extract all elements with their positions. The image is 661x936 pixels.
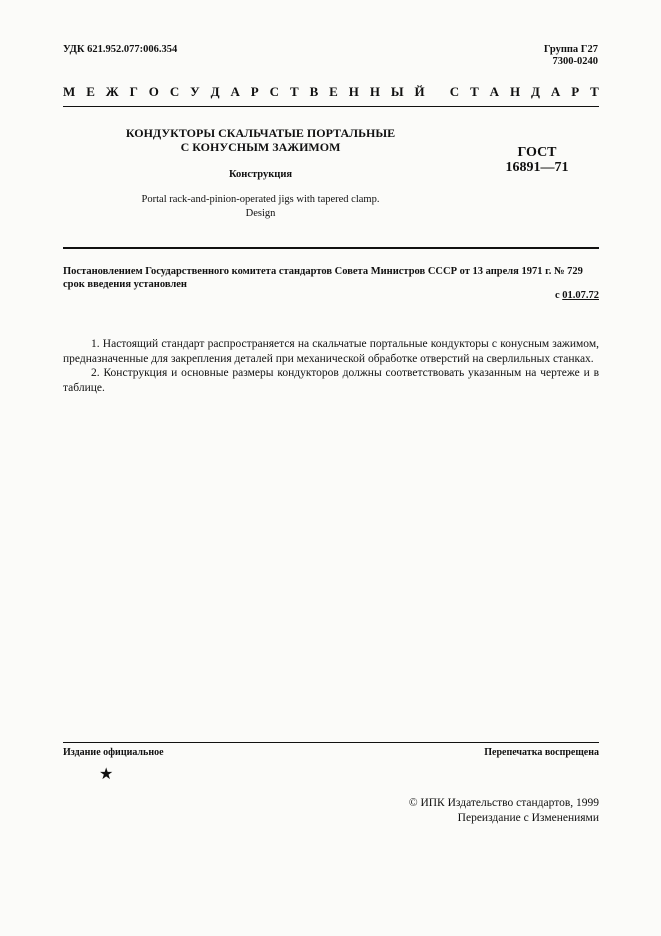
standard-type-banner	[63, 84, 599, 100]
banner-letter: А	[230, 84, 240, 99]
reprint-prohibited-label: Перепечатка воспрещена	[484, 747, 599, 758]
banner-letter: У	[190, 84, 200, 99]
effective-date	[555, 290, 599, 301]
body-text	[63, 337, 599, 395]
udk-code: УДК 621.952.077:006.354	[63, 44, 178, 55]
banner-letter: А	[489, 84, 500, 99]
banner-letter: Т	[470, 84, 479, 99]
banner-letter: С	[269, 84, 280, 99]
date-value: 01.07.72	[562, 290, 599, 301]
document-subtitle: Конструкция	[228, 169, 293, 180]
banner-letter: Н	[509, 84, 521, 99]
star-icon: ★	[99, 766, 114, 783]
banner-letter: Е	[329, 84, 338, 99]
decree-text: Постановлением Государственного комитета стандартов Совета Министров СССР от 13 апреля 1971 г. № 729 срок введения установлен	[63, 266, 583, 290]
banner-letter: Г	[129, 84, 138, 99]
date-prefix: с	[554, 290, 563, 301]
gost-designation	[492, 145, 582, 175]
banner-letter: А	[550, 84, 561, 99]
banner-letter: Н	[348, 84, 359, 99]
title-line-2: С КОНУСНЫМ ЗАЖИМОМ	[180, 140, 341, 154]
banner-letter: Ж	[105, 84, 119, 99]
group-line: Группа Г27	[543, 44, 598, 55]
gost-label: ГОСТ	[517, 145, 557, 160]
english-title-line-1: Portal rack-and-pinion-operated jigs with tapered clamp.	[141, 194, 380, 205]
banner-letter: В	[309, 84, 319, 99]
paragraph-2: 2. Конструкция и основные размеры кондукторов должны соответствовать указанным на чертеже и в таблице.	[63, 367, 599, 394]
paragraph-1: 1. Настоящий стандарт распространяется на скальчатые портальные кондукторы с конусным зажимом, предназначенные для закрепления деталей при механической обработке отверстий на сверлильных станках.	[63, 338, 599, 365]
copyright-line: © ИПК Издательство стандартов, 1999	[408, 797, 599, 809]
classifier-code: 7300-0240	[552, 56, 598, 67]
banner-letter: Ы	[390, 84, 404, 99]
footer-divider	[63, 742, 599, 743]
gost-number: 16891—71	[505, 160, 569, 175]
banner-letter: Е	[86, 84, 95, 99]
official-edition-label: Издание официальное	[63, 747, 164, 758]
top-divider	[63, 106, 599, 107]
english-title	[63, 193, 458, 221]
banner-letter: С	[449, 84, 460, 99]
english-title-line-2: Design	[245, 208, 276, 219]
banner-letter: Й	[414, 84, 425, 99]
section-divider	[63, 247, 599, 249]
banner-letter: Т	[289, 84, 299, 99]
banner-letter: Т	[590, 84, 599, 99]
banner-letter: Д	[210, 84, 220, 99]
banner-letter: Р	[250, 84, 259, 99]
title-line-1: КОНДУКТОРЫ СКАЛЬЧАТЫЕ ПОРТАЛЬНЫЕ	[125, 126, 396, 140]
banner-letter: Д	[531, 84, 540, 99]
copyright-block	[409, 796, 599, 826]
banner-letter	[436, 84, 439, 100]
document-title	[63, 126, 458, 154]
banner-letter: С	[169, 84, 180, 99]
banner-letter: О	[148, 84, 159, 99]
banner-letter: Р	[571, 84, 580, 99]
banner-letter: М	[63, 84, 76, 99]
group-code	[544, 44, 598, 68]
reissue-line: Переиздание с Изменениями	[457, 812, 599, 824]
banner-letter: Н	[369, 84, 380, 99]
